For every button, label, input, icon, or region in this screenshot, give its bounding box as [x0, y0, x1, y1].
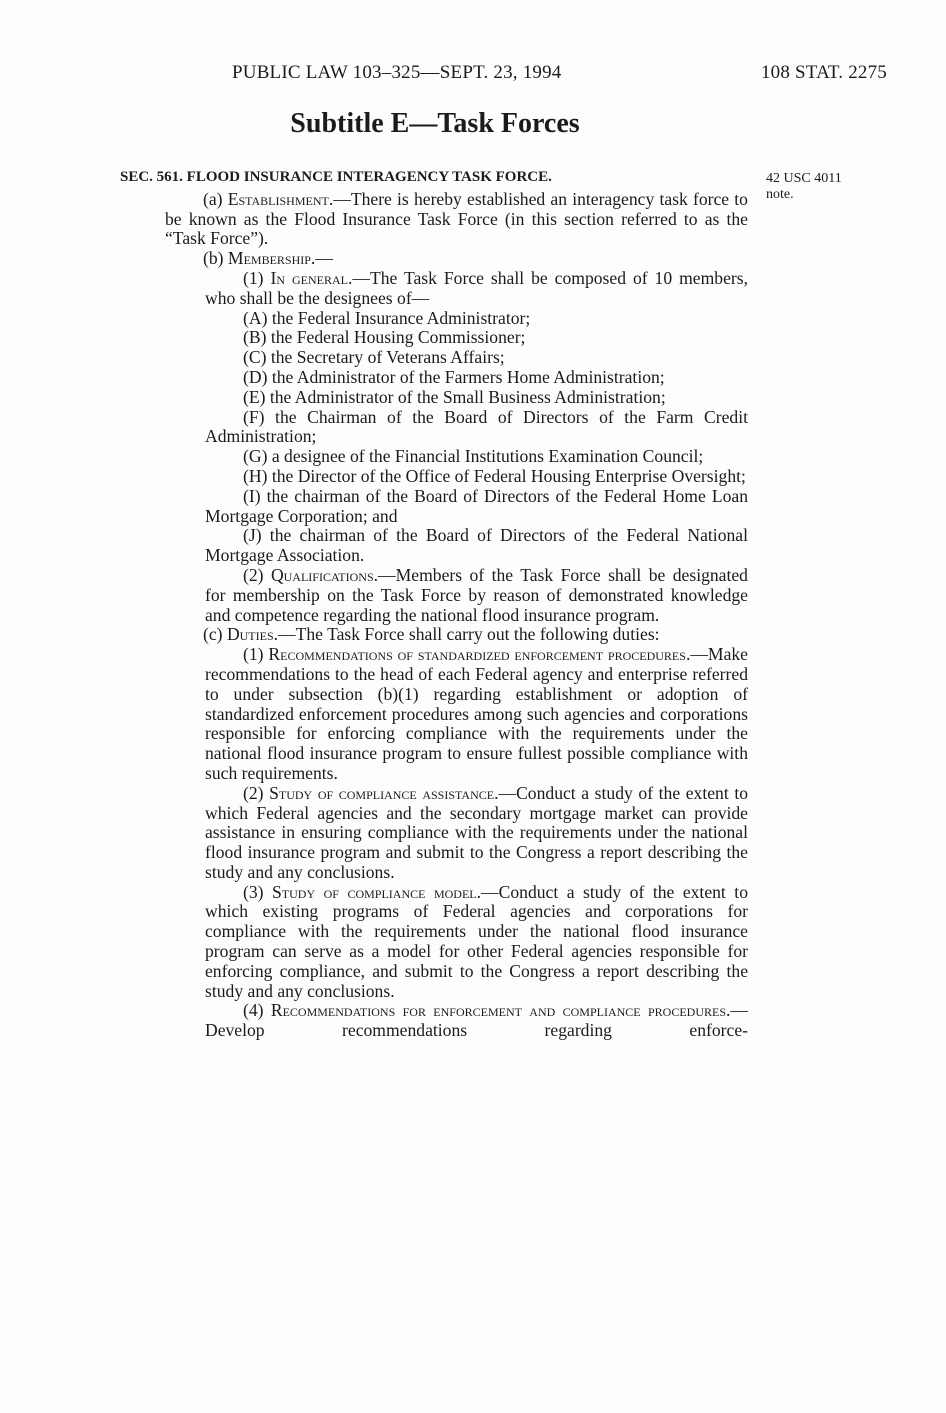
paragraph-c2-text: .—Conduct a study of the extent to which Federal agencies and the secondary mortgage market can provide assistance in ensuring compliance with the requirements under the national flood insurance program and submit to the Congress a report describing the study and any conclusions. — [205, 782, 748, 882]
subsection-c-caption: Duties — [226, 624, 274, 645]
section-heading: SEC. 561. FLOOD INSURANCE INTERAGENCY TASK FORCE. — [120, 169, 552, 185]
paragraph-c4-text: .—Develop recommendations regarding enforce- — [205, 1000, 748, 1041]
subsection-b-dash: .— — [310, 248, 333, 269]
member-i: (I) the chairman of the Board of Directors of the Federal Home Loan Mortgage Corporation; and — [205, 485, 748, 526]
member-h: (H) the Director of the Office of Federal Housing Enterprise Oversight; — [243, 465, 746, 486]
paragraph-c3-caption: Study of compliance model — [272, 881, 477, 902]
paragraph-b1 — [120, 269, 748, 309]
subsection-b — [120, 249, 748, 269]
paragraph-b2-text: .—Members of the Task Force shall be designated for membership on the Task Force by reason of demonstrated knowledge and competence regarding the national flood insurance program. — [205, 564, 748, 625]
margin-note-citation: 42 USC 4011 — [766, 171, 842, 186]
subsection-b-caption: Membership — [227, 248, 311, 269]
subtitle-heading: Subtitle E—Task Forces — [290, 108, 580, 139]
member-a: (A) the Federal Insurance Administrator; — [243, 307, 531, 328]
paragraph-c3-label: (3) — [243, 881, 273, 902]
member-j: (J) the chairman of the Board of Directors of the Federal National Mortgage Association. — [205, 525, 748, 566]
member-e: (E) the Administrator of the Small Business Administration; — [243, 386, 666, 407]
member-d: (D) the Administrator of the Farmers Home Administration; — [243, 366, 665, 387]
paragraph-c4-caption: Recommendations for enforcement and compliance procedures — [270, 1000, 726, 1021]
paragraph-c1-caption: Recommendations of standardized enforcement procedures — [268, 644, 686, 665]
statute-page-number: 108 STAT. 2275 — [760, 62, 887, 83]
margin-note — [766, 171, 876, 203]
paragraph-c1-text: .—Make recommendations to the head of each Federal agency and enterprise referred to under subsection (b)(1) regarding establishment or adoption of standardized enforcement procedures among such agencies and corporations responsible for enforcing compliance with the requirements under the national flood insurance program to ensure fullest possible compliance with such requirements. — [205, 644, 748, 783]
paragraph-c4-label: (4) — [243, 1000, 271, 1021]
paragraph-b1-text: .—The Task Force shall be composed of 10 members, who shall be the designees of— — [205, 267, 748, 308]
member-g: (G) a designee of the Financial Institutions Examination Council; — [243, 446, 704, 467]
paragraph-c2-caption: Study of compliance assistance — [269, 782, 495, 803]
member-f: (F) the Chairman of the Board of Directors of the Farm Credit Administration; — [205, 406, 748, 447]
paragraph-c3-text: .—Conduct a study of the extent to which existing programs of Federal agencies and corporations for compliance with the requirements under the national flood insurance program can serve as a model for other Federal agencies responsible for enforcing compliance, and submit to the Congress a report describing the study and any conclusions. — [205, 881, 748, 1001]
paragraph-c4 — [120, 1001, 748, 1041]
subsection-b-label: (b) — [203, 248, 228, 269]
paragraph-c1 — [120, 645, 748, 784]
subsection-c — [120, 625, 748, 645]
subsection-a-text: .—There is hereby established an interagency task force to be known as the Flood Insurance Task Force (in this section referred to as the “Task Force”). — [165, 188, 748, 249]
paragraph-c3 — [120, 883, 748, 1002]
paragraph-b1-caption: In general — [270, 267, 348, 288]
member-b: (B) the Federal Housing Commissioner; — [243, 327, 526, 348]
subsection-c-label: (c) — [203, 624, 227, 645]
paragraph-b1-label: (1) — [243, 267, 271, 288]
member-c: (C) the Secretary of Veterans Affairs; — [243, 347, 505, 368]
section-body — [120, 168, 748, 1041]
public-law-citation: PUBLIC LAW 103–325—SEPT. 23, 1994 — [232, 62, 562, 83]
paragraph-b2-label: (2) — [243, 564, 271, 585]
paragraph-b2-caption: Qualifications — [270, 564, 374, 585]
subsection-a-label: (a) — [203, 188, 228, 209]
paragraph-c2-label: (2) — [243, 782, 270, 803]
paragraph-b2 — [120, 566, 748, 625]
subsection-a-caption: Establishment — [227, 188, 329, 209]
subsection-a — [120, 190, 748, 249]
paragraph-c2 — [120, 784, 748, 883]
paragraph-c1-label: (1) — [243, 644, 269, 665]
margin-note-suffix: note. — [766, 187, 794, 202]
subsection-c-text: .—The Task Force shall carry out the following duties: — [273, 624, 660, 645]
